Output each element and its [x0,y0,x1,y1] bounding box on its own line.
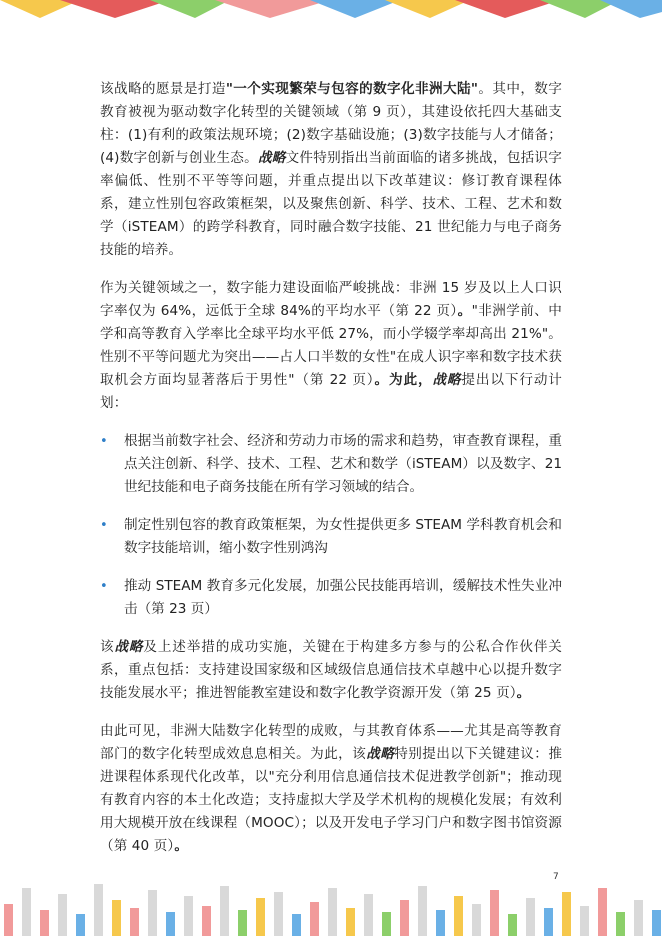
paragraph-partnership [100,636,562,705]
bold-run: 。为此， [374,372,433,388]
text-run: 。其中，数字教育被视为驱动数字化转型的关键领域（第 9 页），其建设依托四大基础支柱：(1)有利的政策法规环境；(2)数字基础设施；(3)数字技能与人才储备；(4)数字创新与创业生态。 [100,81,562,166]
text-run: "非洲学前、中学和高等教育入学率比全球平均水平低 27%，而小学辍学率却高出 21%" [100,303,563,342]
bullet-text: 制定性别包容的教育政策框架，为女性提供更多 STEAM 学科教育机会和数字技能培训，缩小数字性别鸿沟 [124,517,562,556]
bold-quote: "一个实现繁荣与包容的数字化非洲大陆" [225,81,479,97]
top-decorative-band [0,0,662,18]
text-run: 作为关键领域之一，数字能力建设面临严峻挑战：非洲 15 岁及以上人口识字率仅为 64%，远低于全球 84%的平均水平（第 22 页） [100,280,562,319]
bullet-item-steam [100,575,562,621]
bullet-icon: • [100,434,108,449]
paragraph-conclusion [100,720,562,858]
text-run: 特别提出以下关键建议：推进课程体系现代化改革，以"充分利用信息通信技术促进教学创新"；推动现有教育内容的本土化改造；支持虚拟大学及学术机构的规模化发展；有效利用大规模开放在线课程（MOOC）；以及开发电子学习门户和数字图书馆资源（第 40 页） [100,746,563,854]
bold-punct: 。 [516,685,531,701]
bold-punct: 。 [457,303,472,319]
bullet-text: 根据当前数字社会、经济和劳动力市场的需求和趋势，审查教育课程，重点关注创新、科学、技术、工程、艺术和数学（iSTEAM）以及数字、21 世纪技能和电子商务技能在所有学习领域的结合。 [124,433,562,495]
strategy-emphasis: 战略 [366,746,395,762]
bold-punct: 。 [174,838,189,854]
text-run: 。性别不平等问题尤为突出——占人口半数的女性"在成人识字率和数字技术获取机会方面均显著落后于男性"（第 22 页） [100,326,563,388]
bullet-item-gender-policy [100,514,562,560]
text-run: 提出以下行动计划： [100,372,563,411]
bottom-decorative-bars [0,880,662,936]
paragraph-challenges [100,277,562,415]
strategy-emphasis: 战略 [257,150,286,166]
text-run: 该 [100,639,115,655]
document-body [100,78,562,873]
text-run: 文件特别指出当前面临的诸多挑战，包括识字率偏低、性别不平等等问题，并重点提出以下改革建议：修订教育课程体系，建立性别包容政策框架，以及聚焦创新、科学、技术、工程、艺术和数学（iSTEAM）的跨学科教育，同时融合数字技能、21 世纪能力与电子商务技能的培养。 [100,150,562,258]
text-run: 由此可见，非洲大陆数字化转型的成败，与其教育体系——尤其是高等教育部门的数字化转型成效息息相关。为此，该 [100,723,562,762]
bullet-icon: • [100,579,108,594]
text-run: 该战略的愿景是打造 [100,81,226,97]
text-run: 及上述举措的成功实施，关键在于构建多方参与的公私合作伙伴关系，重点包括：支持建设国家级和区域级信息通信技术卓越中心以提升数字技能发展水平；推进智能教室建设和数字化教学资源开发（第 25 页） [100,639,562,701]
strategy-emphasis: 战略 [432,372,462,388]
strategy-emphasis: 战略 [114,639,144,655]
bullet-item-curriculum [100,430,562,499]
bullet-icon: • [100,518,108,533]
bullet-text: 推动 STEAM 教育多元化发展，加强公民技能再培训，缓解技术性失业冲击（第 23 页） [124,578,562,617]
page-number: 7 [553,872,559,882]
paragraph-vision [100,78,562,262]
